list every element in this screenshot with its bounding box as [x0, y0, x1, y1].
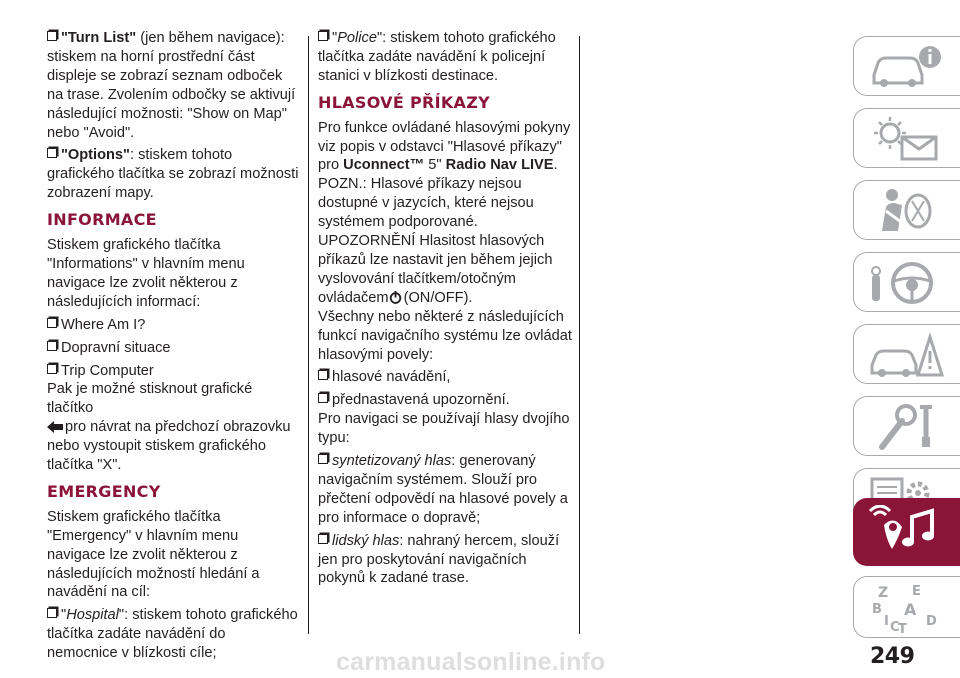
heading-informace: INFORMACE	[47, 210, 157, 230]
tab-car-info[interactable]	[853, 36, 960, 96]
checkbox-bullet-icon	[47, 608, 57, 618]
checkbox-bullet-icon	[47, 364, 57, 374]
options-paragraph: "Options": stiskem tohoto grafického tlačítka se zobrazí možnosti zobrazení mapy.	[47, 147, 299, 202]
tab-in-emergency[interactable]	[853, 324, 960, 384]
emergency-paragraph: Stiskem grafického tlačítka "Emergency" v hlavním menu navigace lze zvolit některou z následujících možností hledání a navádění na cíl:	[47, 508, 260, 601]
checkbox-bullet-icon	[47, 318, 57, 328]
page-number: 249	[870, 644, 915, 669]
safety-airbag-icon	[868, 187, 948, 235]
column-divider	[579, 36, 580, 634]
checkbox-bullet-icon	[318, 31, 328, 41]
power-icon	[389, 291, 402, 304]
checkbox-bullet-icon	[318, 393, 328, 403]
column-divider	[308, 36, 309, 634]
turn-list-paragraph: "Turn List" (jen během navigace): stiskem na horní prostřední část displeje se zobrazí seznam odboček na trase. Zvolením odbočky se aktivují následující možnosti: "Show on Map" nebo "Avoid".	[47, 30, 296, 141]
tab-safety[interactable]	[853, 180, 960, 240]
hospital-paragraph: "Hospital": stiskem tohoto grafického tlačítka zadáte navádění do nemocnice v blízkosti cíle;	[47, 607, 298, 662]
tab-index[interactable]	[853, 576, 960, 638]
checkbox-bullet-icon	[318, 454, 328, 464]
index-letter: C	[890, 620, 900, 635]
voice-types-paragraph: Pro navigaci se používají hlasy dvojího typu:	[318, 411, 570, 447]
watermark: carmanualsonline.info	[336, 648, 606, 676]
checkbox-bullet-icon	[47, 148, 57, 158]
checkbox-bullet-icon	[318, 534, 328, 544]
list-item: Where Am I?	[47, 316, 299, 335]
list-item: hlasové navádění,	[318, 368, 573, 387]
index-letter: D	[926, 614, 937, 629]
tab-maintenance[interactable]	[853, 396, 960, 456]
synthetic-voice-paragraph: syntetizovaný hlas: generovaný navigačním systémem. Slouží pro přečtení odpovědí na hlasové povely a pro informace o dopravě;	[318, 453, 568, 526]
checkbox-bullet-icon	[318, 370, 328, 380]
index-letter: I	[884, 614, 889, 629]
index-letter: E	[912, 584, 921, 599]
list-item: Trip Computer	[47, 362, 299, 381]
index-letter: A	[904, 600, 917, 619]
index-letter: T	[898, 622, 907, 635]
tab-starting-driving[interactable]	[853, 252, 960, 312]
warning-paragraph: UPOZORNĚNÍ Hlasitost hlasových příkazů lze nastavit jen během jejich vyslovování tlačítkem/otočným ovládačem (ON/OFF).	[318, 233, 553, 306]
index-letter: B	[872, 602, 882, 617]
note-paragraph: POZN.: Hlasové příkazy nejsou dostupné v jazycích, které nejsou systémem podporované.	[318, 176, 534, 231]
human-voice-paragraph: lidský hlas: nahraný hercem, slouží jen pro poskytování navigačních pokynů k zadané trase.	[318, 532, 560, 587]
right-column	[318, 29, 573, 592]
back-paragraph: Pak je možné stisknout grafické tlačítko pro návrat na předchozí obrazovku nebo vystoupit stiskem grafického tlačítka "X".	[47, 381, 291, 474]
functions-paragraph: Všechny nebo některé z následujících funkcí navigačního systému lze ovládat hlasovými povely:	[318, 308, 572, 363]
breakdown-icon	[868, 331, 948, 379]
police-paragraph: "Police": stiskem tohoto grafického tlačítka zadáte navádění k policejní stanici v blízkosti destinace.	[318, 30, 556, 84]
checkbox-bullet-icon	[47, 31, 57, 41]
tab-warning-lights[interactable]	[853, 108, 960, 168]
checkbox-bullet-icon	[47, 341, 57, 351]
list-item: přednastavená upozornění.	[318, 391, 573, 410]
steering-key-icon	[868, 259, 948, 307]
car-info-icon	[868, 43, 948, 89]
index-letter: Z	[878, 585, 889, 601]
heading-hlasove-prikazy: HLASOVÉ PŘÍKAZY	[318, 92, 491, 112]
list-item: Dopravní situace	[47, 339, 299, 358]
voice-intro-paragraph: Pro funkce ovládané hlasovými pokyny viz popis v odstavci "Hlasové příkazy" pro Uconnect™ 5" Radio Nav LIVE.	[318, 119, 571, 174]
multimedia-music-icon	[868, 505, 948, 557]
informace-paragraph: Stiskem grafického tlačítka "Informations" v hlavním menu navigace lze zvolit některou z následujících informací:	[47, 237, 245, 310]
warning-lights-icon	[868, 115, 948, 163]
back-arrow-icon	[47, 421, 63, 433]
maintenance-wrench-icon	[868, 403, 948, 451]
heading-emergency: EMERGENCY	[47, 481, 161, 501]
left-column	[47, 29, 299, 667]
tab-multimedia[interactable]	[853, 498, 960, 566]
index-letters-icon	[868, 583, 948, 635]
